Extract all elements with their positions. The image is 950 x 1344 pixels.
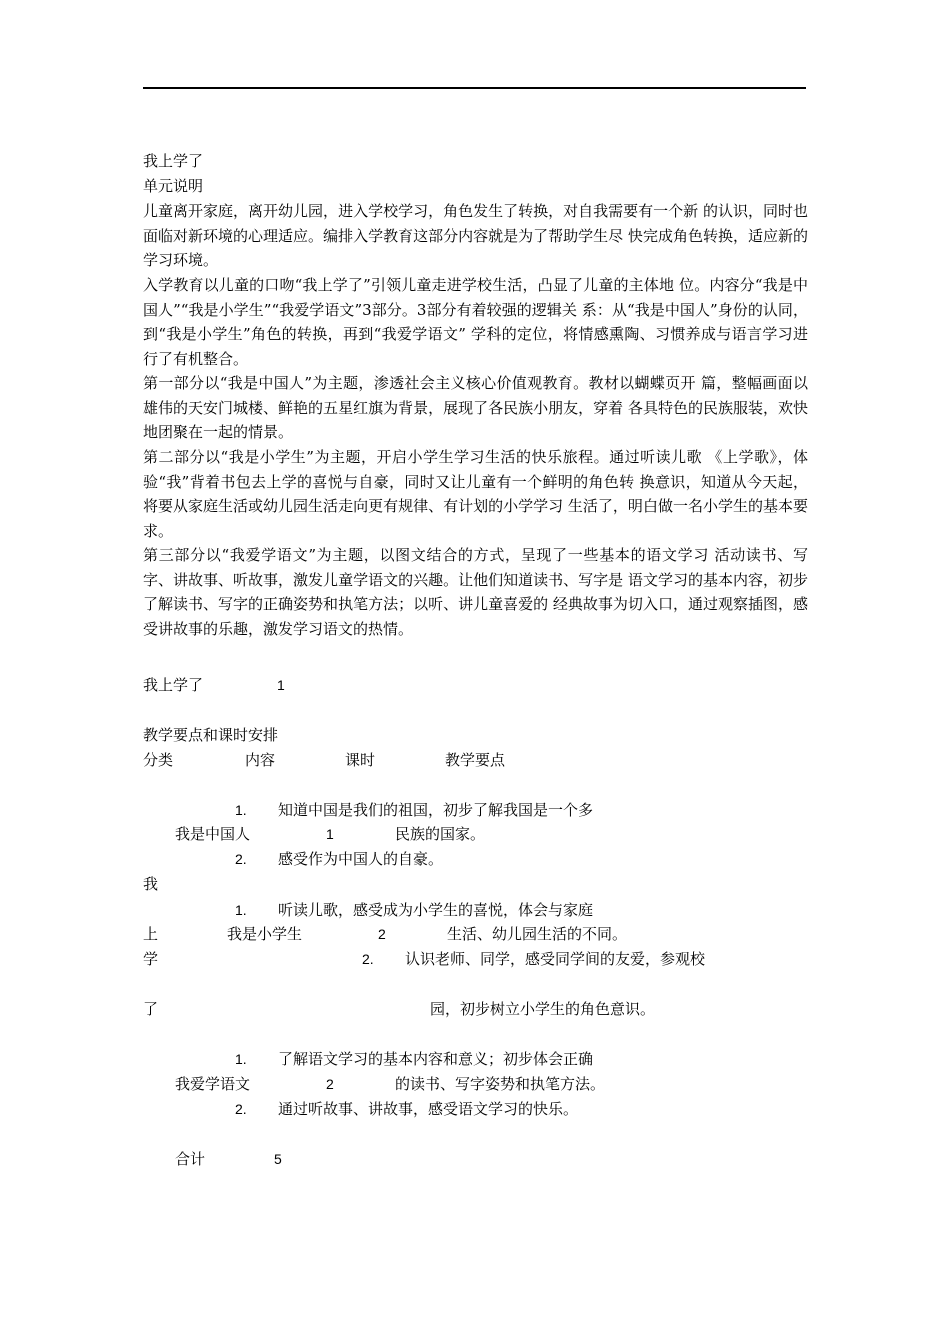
row-content: 我是小学生 <box>227 925 303 943</box>
point-text: 知道中国是我们的祖国，初步了解我国是一个多 <box>278 801 594 819</box>
total-label: 合计 <box>175 1150 206 1168</box>
row-hours: 2 <box>326 1076 334 1092</box>
table-header-content: 内容 <box>245 751 276 769</box>
paragraph-2: 入学教育以儿童的口吻“我上学了”引领儿童走进学校生活，凸显了儿童的主体地 位。内容分“我是中国人”“我是小学生”“我爱学语文”3部分。3部分有着较强的逻辑关 系：从“我是中国人”身份的认同，到“我是小学生”角色的转换，再到“我爱学语文” 学科的定位，将情感熏陶、习惯养成与语言学习进行了有机整合。 <box>143 276 808 368</box>
row-hours: 1 <box>326 826 334 842</box>
category-char: 我 <box>143 875 159 893</box>
doc-title: 我上学了 <box>143 152 204 170</box>
paragraph-4: 第二部分以“我是小学生”为主题，开启小学生学习生活的快乐旅程。通过听读儿歌 《上学歌》，体验“我”背着书包去上学的喜悦与自豪，同时又让儿童有一个鲜明的角色转 换意识，知道从今天起，将要从家庭生活或幼儿园生活走向更有规律、有计划的小学学习 生活了，明白做一名小学生的基本要求。 <box>143 448 808 540</box>
point-text: 的读书、写字姿势和执笔方法。 <box>395 1075 606 1093</box>
point-number: 2. <box>235 1101 247 1117</box>
row-content: 我爱学语文 <box>175 1075 251 1093</box>
paragraph-3: 第一部分以“我是中国人”为主题，渗透社会主义核心价值观教育。教材以蝴蝶页开 篇，整幅画面以雄伟的天安门城楼、鲜艳的五星红旗为背景，展现了各民族小朋友，穿着 各具特色的民族服装，欢快地团聚在一起的情景。 <box>143 374 808 441</box>
total-hours: 5 <box>274 1151 282 1167</box>
table-header-category: 分类 <box>143 751 174 769</box>
schedule-heading: 教学要点和课时安排 <box>143 726 279 744</box>
section-title: 我上学了 <box>143 676 204 694</box>
section-number: 1 <box>277 677 285 693</box>
header-rule <box>143 87 806 89</box>
unit-heading: 单元说明 <box>143 177 204 195</box>
point-text: 园，初步树立小学生的角色意识。 <box>430 1000 656 1018</box>
paragraph-5: 第三部分以“我爱学语文”为主题，以图文结合的方式，呈现了一些基本的语文学习 活动读书、写字、讲故事、听故事，激发儿童学语文的兴趣。让他们知道读书、写字是 语文学习的基本内容，初步了解读书、写字的正确姿势和执笔方法；以听、讲儿童喜爱的 经典故事为切入口，通过观察插图，感受讲故事的乐趣，激发学习语文的热情。 <box>143 546 808 638</box>
point-text: 了解语文学习的基本内容和意义；初步体会正确 <box>278 1050 594 1068</box>
row-hours: 2 <box>378 926 386 942</box>
table-header-hours: 课时 <box>345 751 376 769</box>
point-text: 通过听故事、讲故事，感受语文学习的快乐。 <box>278 1100 579 1118</box>
point-text: 感受作为中国人的自豪。 <box>278 850 444 868</box>
category-char: 上 <box>143 925 159 943</box>
paragraph-1: 儿童离开家庭，离开幼儿园，进入学校学习，角色发生了转换，对自我需要有一个新 的认识，同时也面临对新环境的心理适应。编排入学教育这部分内容就是为了帮助学生尽 快完成角色转换，适应新的学习环境。 <box>143 202 808 269</box>
row-content: 我是中国人 <box>175 825 251 843</box>
point-number: 1. <box>235 1051 247 1067</box>
point-number: 1. <box>235 902 247 918</box>
point-text: 听读儿歌，感受成为小学生的喜悦，体会与家庭 <box>278 901 594 919</box>
point-number: 2. <box>235 851 247 867</box>
point-text: 生活、幼儿园生活的不同。 <box>447 925 628 943</box>
table-header-points: 教学要点 <box>445 751 506 769</box>
point-text: 认识老师、同学，感受同学间的友爱，参观校 <box>405 950 706 968</box>
point-text: 民族的国家。 <box>395 825 486 843</box>
category-char: 学 <box>143 950 159 968</box>
category-char: 了 <box>143 1000 159 1018</box>
point-number: 2. <box>362 951 374 967</box>
point-number: 1. <box>235 802 247 818</box>
